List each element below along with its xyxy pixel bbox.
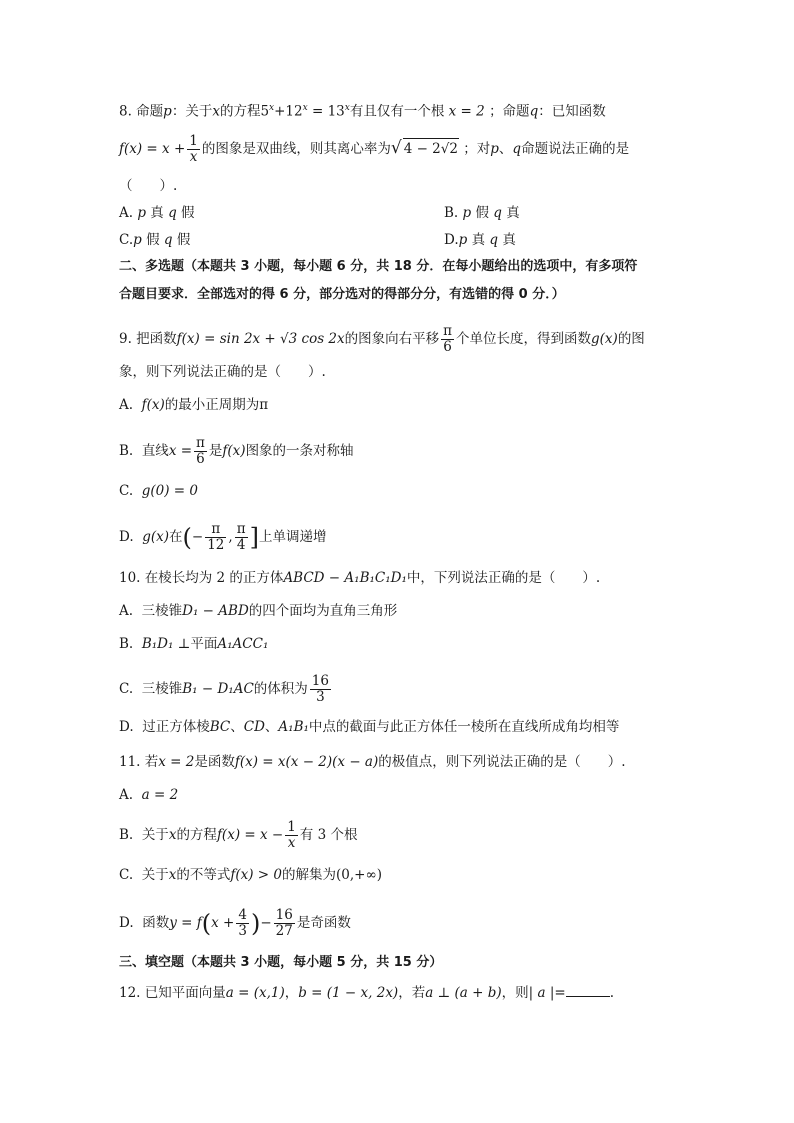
section2-header-line2: 合题目要求．全部选对的得 6 分，部分选对的得部分分，有选错的得 0 分．） xyxy=(119,287,565,302)
q8-option-b[interactable]: B. p 假 q 真 xyxy=(444,205,520,221)
q11-option-d[interactable]: D. 函数y = f(x + $\frac{4}{3}$ )− $\frac{16}{27}$ 是奇函数 xyxy=(119,907,351,939)
q9-option-b[interactable]: B. 直线x = $\frac{\pi}{6}$ 是f(x)图象的一条对称轴 xyxy=(119,435,354,467)
q10-option-a[interactable]: A. 三棱锥D₁ − ABD的四个面均为直角三角形 xyxy=(119,603,398,619)
q8-option-a[interactable]: A. p 真 q 假 xyxy=(119,205,195,221)
q12-line1: 12. 已知平面向量a = (x,1)，b = (1 − x, 2x)，若a ⊥ (a + b)，则| a |= . xyxy=(119,982,614,1003)
q10-option-b[interactable]: B. B₁D₁ ⊥平面A₁ACC₁ xyxy=(119,636,269,652)
q10-line1: 10. 在棱长均为 2 的正方体ABCD − A₁B₁C₁D₁中，下列说法正确的是（ ）. xyxy=(119,570,601,586)
q9-line2: 象，则下列说法正确的是（ ）. xyxy=(119,364,326,380)
q8-line2: f(x) = x + $\frac{1}{x}$ 的图象是双曲线，则其离心率为√ 4 − 2√2 ；对p、q命题说法正确的是 xyxy=(119,133,630,165)
q9-line1: 9. 把函数f(x) = sin 2x + √3 cos 2x的图象向右平移 $\frac{\pi}{6}$ 个单位长度，得到函数g(x)的图 xyxy=(119,323,645,355)
q11-option-c[interactable]: C. 关于x的不等式f(x) > 0的解集为(0,+∞) xyxy=(119,867,382,883)
q9-option-a[interactable]: A. f(x)的最小正周期为π xyxy=(119,397,269,413)
q8-paren: （ ）. xyxy=(119,178,178,194)
q8-line1: 8. 命题p：关于x的方程$5^x+12^x = 13^x$有且仅有一个根 x = 2 ；命题q：已知函数 xyxy=(119,103,606,120)
q10-option-d[interactable]: D. 过正方体棱BC、CD、A₁B₁中点的截面与此正方体任一棱所在直线所成角均相等 xyxy=(119,719,620,735)
q11-line1: 11. 若x = 2是函数f(x) = x(x − 2)(x − a)的极值点，则下列说法正确的是（ ）. xyxy=(119,754,626,770)
q8-option-c[interactable]: C.p 假 q 假 xyxy=(119,232,191,248)
q8-option-d[interactable]: D.p 真 q 真 xyxy=(444,232,516,248)
q11-option-a[interactable]: A. a = 2 xyxy=(119,787,179,803)
section2-header-line1: 二、多选题（本题共 3 小题，每小题 6 分，共 18 分．在每小题给出的选项中，有多项符 xyxy=(119,259,638,274)
q11-option-b[interactable]: B. 关于x的方程f(x) = x − $\frac{1}{x}$ 有 3 个根 xyxy=(119,819,358,851)
q9-option-c[interactable]: C. g(0) = 0 xyxy=(119,483,198,499)
answer-blank[interactable] xyxy=(566,982,610,997)
q9-option-d[interactable]: D. g(x)在(− $\frac{\pi}{12}$ , $\frac{\pi}{4}$ ]上单调递增 xyxy=(119,521,327,553)
section3-header: 三、填空题（本题共 3 小题，每小题 5 分，共 15 分） xyxy=(119,955,443,970)
q10-option-c[interactable]: C. 三棱锥B₁ − D₁AC的体积为 $\frac{16}{3}$ xyxy=(119,673,329,705)
